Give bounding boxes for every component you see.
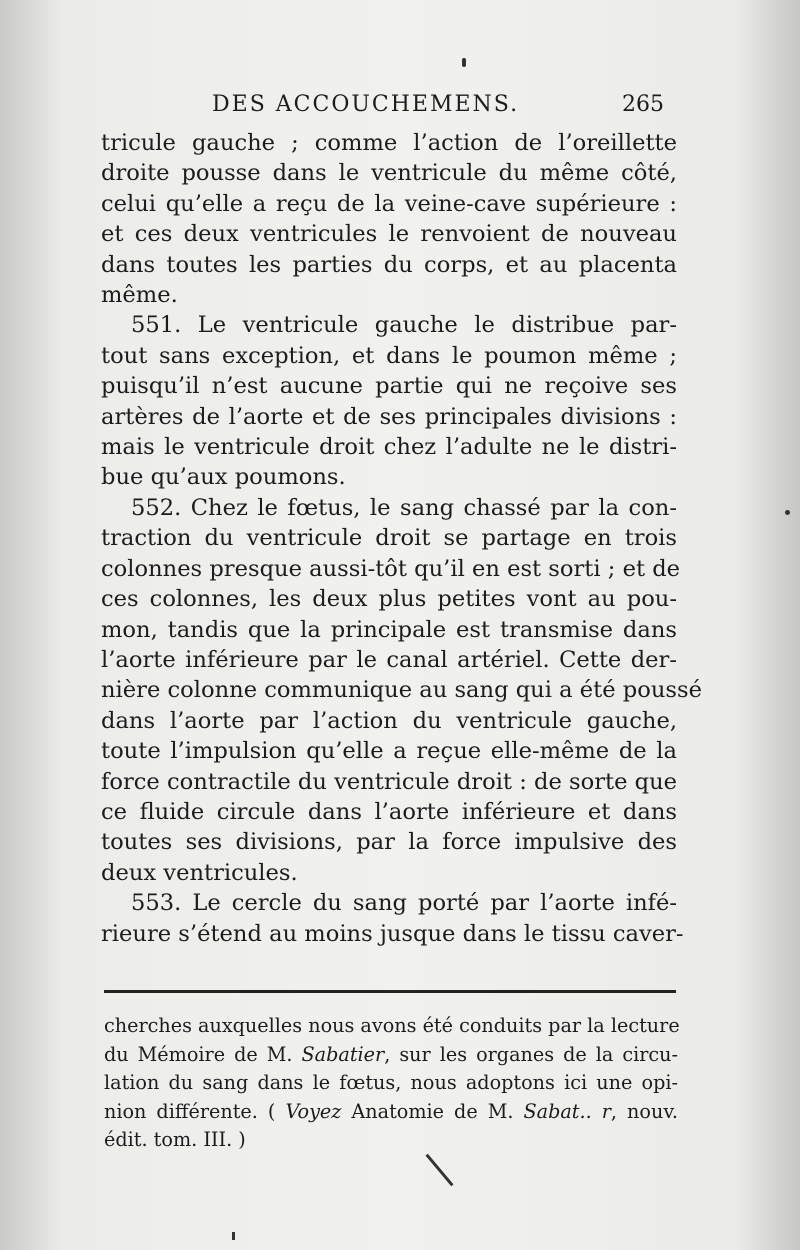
text-line: dans l’aorte par l’action du ventricule gauche, (101, 707, 677, 734)
scan-speck (462, 58, 466, 67)
text-line: droite pousse dans le ventricule du même côté, (101, 160, 677, 187)
footnote-text: , nouv. (610, 1099, 678, 1123)
text-line: nière colonne communique au sang qui a été poussé (101, 677, 702, 704)
text-line: toutes ses divisions, par la force impulsive des (101, 829, 677, 856)
footnote-text: du Mémoire de M. (104, 1042, 302, 1066)
scan-speck (232, 1232, 235, 1240)
text-line: mais le ventricule droit chez l’adulte ne le distri- (101, 434, 677, 461)
footnote-line (104, 1041, 678, 1070)
text-line: tricule gauche ; comme l’action de l’oreillette (101, 130, 677, 156)
text-line: même. (101, 282, 178, 309)
scan-speck (785, 510, 790, 515)
text-line: ces colonnes, les deux plus petites vont au pou- (101, 586, 677, 613)
text-line: ce fluide circule dans l’aorte inférieure et dans (101, 798, 677, 825)
text-line: toute l’impulsion qu’elle a reçue elle-même de la (101, 738, 677, 765)
scan-speck (425, 1154, 453, 1187)
text-line: colonnes presque aussi-tôt qu’il en est sorti ; et de (101, 555, 681, 582)
paragraph-551-start: 551. Le ventricule gauche le distribue par- (131, 312, 677, 339)
footnote-text: , sur les organes de la circu- (384, 1042, 678, 1066)
author-name: Sabat.. r (523, 1099, 611, 1123)
text-line: puisqu’il n’est aucune partie qui ne reçoive ses (101, 373, 677, 400)
voyez-word: Voyez (285, 1099, 342, 1123)
text-line: traction du ventricule droit se partage en trois (101, 525, 677, 552)
page-number: 265 (622, 92, 664, 117)
text-line: deux ventricules. (101, 859, 298, 886)
paragraph-553-start: 553. Le cercle du sang porté par l’aorte infé- (131, 890, 677, 917)
text-line: et ces deux ventricules le renvoient de nouveau (101, 221, 677, 248)
footnote-text: Anatomie de M. (341, 1099, 524, 1123)
footnote-line: lation du sang dans le fœtus, nous adoptons ici une opi- (104, 1071, 678, 1094)
text-line: force contractile du ventricule droit : de sorte que (101, 768, 678, 795)
paragraph-552-start: 552. Chez le fœtus, le sang chassé par la con- (131, 494, 677, 521)
text-line: bue qu’aux poumons. (101, 464, 346, 491)
text-line: dans toutes les parties du corps, et au placenta (101, 251, 677, 278)
footnote-line (104, 1098, 678, 1127)
footnote-line: édit. tom. III. ) (104, 1128, 246, 1151)
text-line: tout sans exception, et dans le poumon même ; (101, 342, 677, 369)
text-line: l’aorte inférieure par le canal artériel. Cette der- (101, 646, 677, 673)
footnote-text: nion différente. ( (104, 1099, 286, 1123)
footnote-line: cherches auxquelles nous avons été conduits par la lecture (104, 1014, 680, 1037)
text-line: celui qu’elle a reçu de la veine-cave supérieure : (101, 190, 677, 217)
text-line: mon, tandis que la principale est transmise dans (101, 616, 677, 643)
text-line: rieure s’étend au moins jusque dans le tissu caver- (101, 920, 684, 947)
author-name: Sabatier (301, 1042, 385, 1066)
text-line: artères de l’aorte et de ses principales divisions : (101, 403, 677, 430)
footnote-rule (104, 990, 676, 993)
running-header (212, 92, 664, 117)
body-text (101, 128, 702, 949)
footnote (104, 1012, 678, 1155)
running-title: DES ACCOUCHEMENS. (212, 92, 520, 117)
